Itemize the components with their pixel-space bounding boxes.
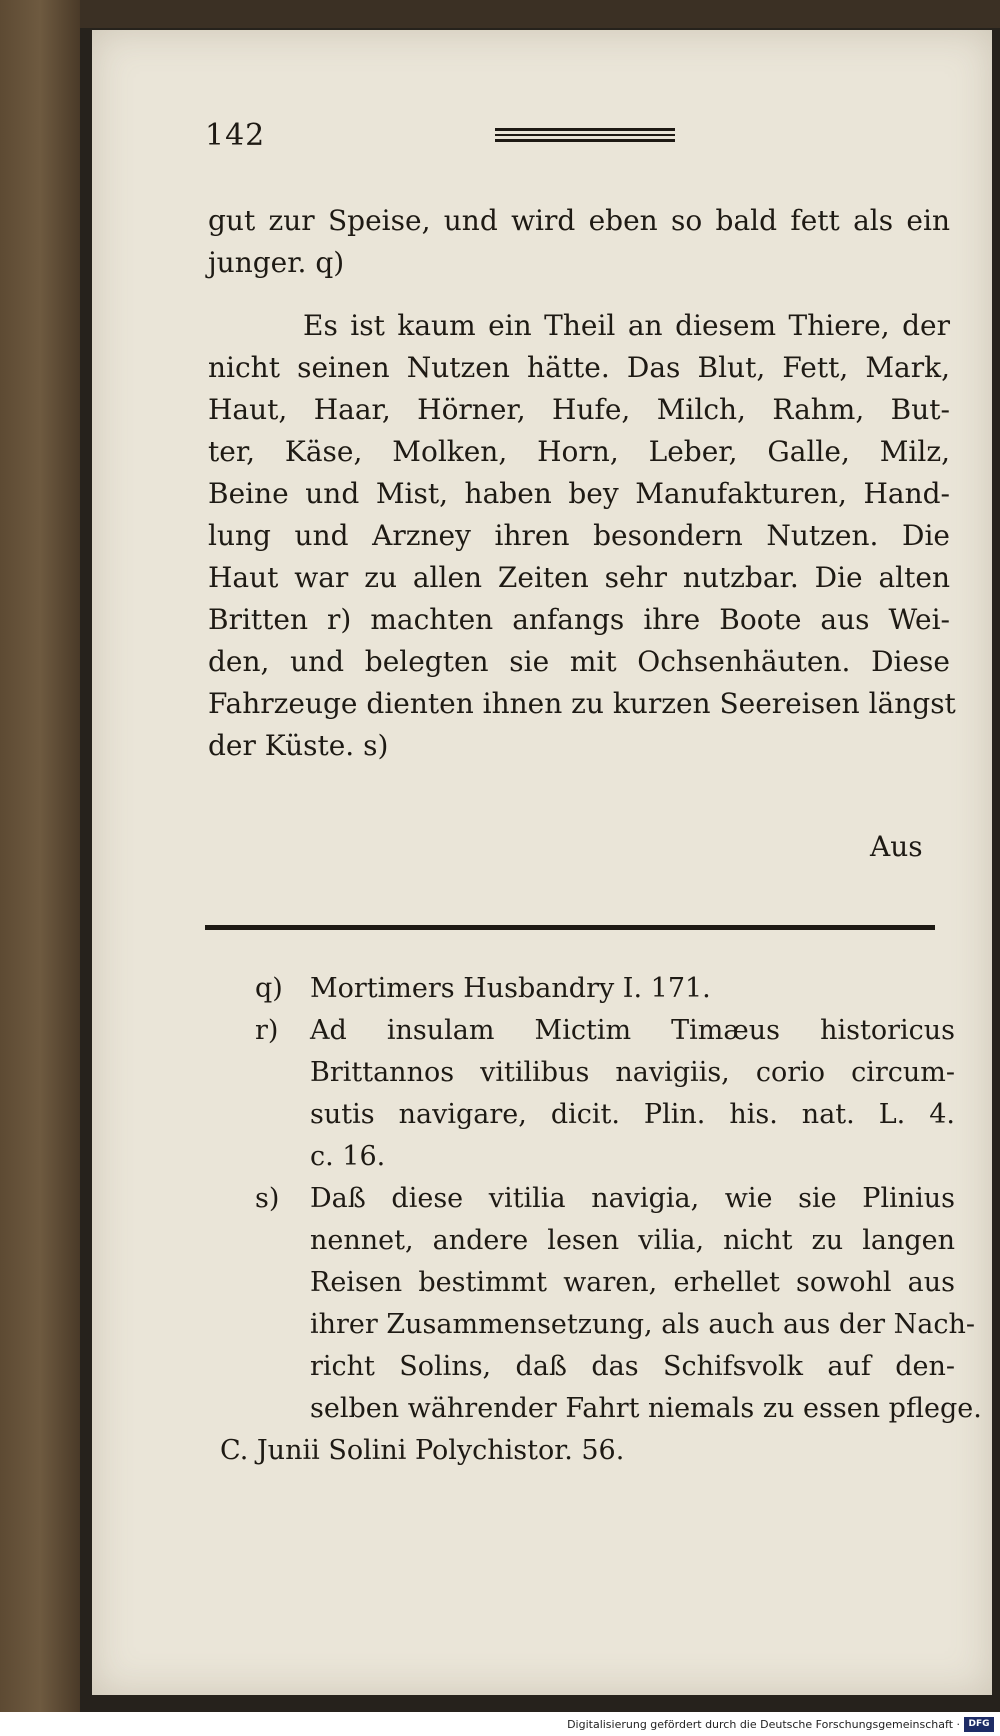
book-binding-left — [0, 0, 80, 1736]
page-number: 142 — [205, 118, 266, 153]
book-binding-top — [0, 0, 1000, 28]
text-line: Fahrzeuge dienten ihnen zu kurzen Seereisen längst — [208, 687, 956, 720]
footnote-r — [205, 1010, 955, 1178]
header-ornament-rule — [495, 128, 675, 142]
footnote-line: Daß diese vitilia navigia, wie sie Plinius — [310, 1183, 955, 1214]
footnote-line: Ad insulam Mictim Timæus historicus — [310, 1015, 955, 1046]
text-line: Es ist kaum ein Theil an diesem Thiere, der — [303, 309, 950, 342]
footnote-line: Brittannos vitilibus navigiis, corio circum- — [310, 1057, 955, 1088]
footnote-marker: s) — [255, 1183, 280, 1214]
text-line: nicht seinen Nutzen hätte. Das Blut, Fett, Mark, — [208, 351, 950, 384]
digitization-credit: Digitalisierung gefördert durch die Deutsche Forschungsgemeinschaft · — [567, 1718, 960, 1731]
dfg-logo: DFG — [964, 1717, 994, 1732]
main-text-block — [208, 200, 956, 767]
footnote-marker: q) — [255, 973, 283, 1004]
text-line: der Küste. s) — [208, 729, 389, 762]
footnote-line: Mortimers Husbandry I. 171. — [310, 973, 711, 1004]
text-line: Haut, Haar, Hörner, Hufe, Milch, Rahm, But- — [208, 393, 950, 426]
text-line: lung und Arzney ihren besondern Nutzen. Die — [208, 519, 950, 552]
text-line: den, und belegten sie mit Ochsenhäuten. Diese — [208, 645, 950, 678]
footnote-line: Reisen bestimmt waren, erhellet sowohl aus — [310, 1267, 955, 1298]
text-line: Britten r) machten anfangs ihre Boote aus Wei- — [208, 603, 950, 636]
footnote-line: sutis navigare, dicit. Plin. his. nat. L. 4. — [310, 1099, 955, 1130]
footnote-q — [205, 968, 955, 1010]
catchword: Aus — [870, 830, 923, 863]
footnote-s — [205, 1178, 982, 1472]
footnote-line: ihrer Zusammensetzung, als auch aus der Nach- — [310, 1309, 975, 1340]
text-line: Haut war zu allen Zeiten sehr nutzbar. Die alten — [208, 561, 950, 594]
footnote-line: C. Junii Solini Polychistor. 56. — [220, 1435, 625, 1466]
text-line: ter, Käse, Molken, Horn, Leber, Galle, Milz, — [208, 435, 950, 468]
footnote-line: nennet, andere lesen vilia, nicht zu langen — [310, 1225, 955, 1256]
text-line: junger. q) — [208, 246, 345, 279]
footnote-line: richt Solins, daß das Schifsvolk auf den- — [310, 1351, 955, 1382]
footnotes — [205, 968, 982, 1472]
footnote-marker: r) — [255, 1015, 279, 1046]
footnote-separator-rule — [205, 925, 935, 930]
footnote-line: c. 16. — [310, 1141, 386, 1172]
footnote-line: selben währender Fahrt niemals zu essen pflege. — [310, 1393, 982, 1424]
text-line: Beine und Mist, haben bey Manufakturen, Hand- — [208, 477, 950, 510]
text-line: gut zur Speise, und wird eben so bald fett als ein — [208, 204, 950, 237]
